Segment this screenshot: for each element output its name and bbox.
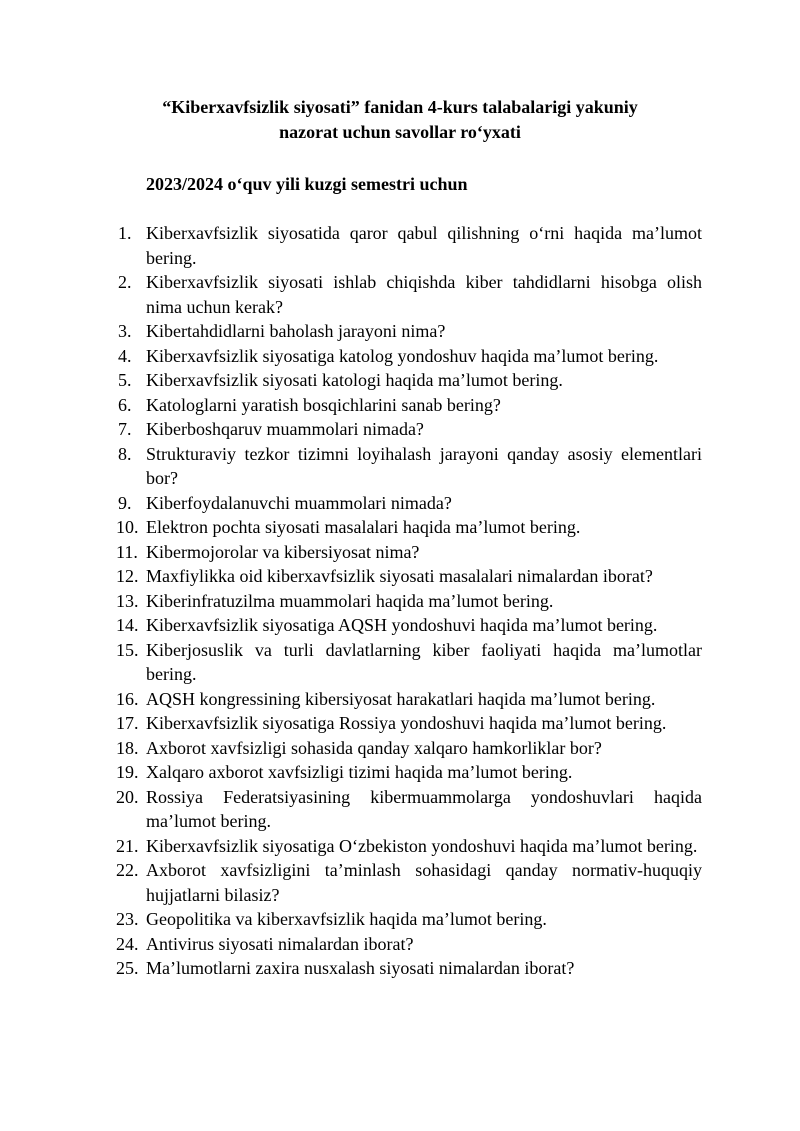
question-text: Kiberfoydalanuvchi muammolari nimada? bbox=[146, 492, 452, 513]
question-text: Strukturaviy tezkor tizimni loyihalash jarayoni qanday asosiy elementlari bor? bbox=[146, 443, 702, 488]
question-number: 14. bbox=[116, 615, 139, 635]
question-text: Katologlarni yaratish bosqichlarini sanab bering? bbox=[146, 394, 501, 415]
question-text: AQSH kongressining kibersiyosat harakatlari haqida ma’lumot bering. bbox=[146, 688, 656, 709]
question-text: Kiberxavfsizlik siyosatiga AQSH yondoshuvi haqida ma’lumot bering. bbox=[146, 615, 658, 635]
title-line-1: “Kiberxavfsizlik siyosati” fanidan 4-kurs talabalarigi yakuniy bbox=[162, 97, 638, 117]
question-text: Kiberjosuslik va turli davlatlarning kiber faoliyati haqida ma’lumotlar bering. bbox=[146, 639, 702, 684]
question-text: Kiberxavfsizlik siyosatiga katolog yondoshuv haqida ma’lumot bering. bbox=[146, 345, 659, 366]
question-item bbox=[0, 932, 702, 957]
question-number: 22. bbox=[116, 860, 139, 880]
question-number: 4. bbox=[118, 345, 132, 366]
question-number: 3. bbox=[118, 321, 132, 341]
question-item bbox=[0, 540, 702, 565]
question-text: Kiberxavfsizlik siyosatiga O‘zbekiston yondoshuvi haqida ma’lumot bering. bbox=[146, 835, 698, 856]
question-number: 17. bbox=[116, 713, 139, 733]
question-item bbox=[0, 907, 702, 932]
question-item bbox=[0, 736, 702, 761]
question-item bbox=[0, 858, 702, 907]
question-item bbox=[0, 711, 702, 736]
question-number: 2. bbox=[118, 272, 132, 292]
question-item bbox=[0, 270, 702, 319]
question-number: 15. bbox=[116, 639, 139, 660]
question-text: Maxfiylikka oid kiberxavfsizlik siyosati masalalari nimalardan iborat? bbox=[146, 566, 653, 586]
question-item bbox=[0, 491, 702, 516]
question-text: Kibertahdidlarni baholash jarayoni nima? bbox=[146, 321, 446, 341]
question-number: 13. bbox=[116, 590, 139, 611]
question-text: Axborot xavfsizligi sohasida qanday xalqaro hamkorliklar bor? bbox=[146, 737, 602, 758]
question-number: 11. bbox=[116, 541, 138, 562]
question-number: 25. bbox=[116, 958, 139, 978]
question-number: 10. bbox=[116, 517, 139, 537]
question-item bbox=[0, 760, 702, 785]
question-text: Kiberxavfsizlik siyosati katologi haqida ma’lumot bering. bbox=[146, 370, 563, 390]
question-item bbox=[0, 613, 702, 638]
question-item bbox=[0, 564, 702, 589]
question-number: 20. bbox=[116, 786, 139, 807]
question-item bbox=[0, 393, 702, 418]
question-item bbox=[0, 442, 702, 491]
question-text: Kiberxavfsizlik siyosatiga Rossiya yondoshuvi haqida ma’lumot bering. bbox=[146, 713, 667, 733]
question-item bbox=[0, 785, 702, 834]
question-number: 21. bbox=[116, 835, 139, 856]
question-text: Kiberinfratuzilma muammolari haqida ma’lumot bering. bbox=[146, 590, 554, 611]
question-number: 1. bbox=[118, 223, 132, 243]
question-text: Axborot xavfsizligini ta’minlash sohasidagi qanday normativ-huquqiy hujjatlarni bilasiz? bbox=[146, 860, 702, 905]
question-text: Kiberboshqaruv muammolari nimada? bbox=[146, 419, 424, 439]
question-number: 7. bbox=[118, 419, 132, 439]
question-text: Geopolitika va kiberxavfsizlik haqida ma’lumot bering. bbox=[146, 909, 547, 929]
question-text: Kibermojorolar va kibersiyosat nima? bbox=[146, 541, 420, 562]
question-item bbox=[0, 687, 702, 712]
question-item bbox=[0, 319, 702, 344]
semester-subtitle: 2023/2024 o‘quv yili kuzgi semestri uchun bbox=[146, 174, 468, 194]
question-list bbox=[0, 221, 800, 981]
question-number: 8. bbox=[118, 443, 132, 464]
question-text: Xalqaro axborot xavfsizligi tizimi haqida ma’lumot bering. bbox=[146, 762, 573, 782]
question-number: 23. bbox=[116, 909, 139, 929]
question-number: 9. bbox=[118, 492, 132, 513]
question-number: 19. bbox=[116, 762, 139, 782]
question-item bbox=[0, 638, 702, 687]
document-title bbox=[100, 95, 700, 145]
question-text: Rossiya Federatsiyasining kibermuammolarga yondoshuvlari haqida ma’lumot bering. bbox=[146, 786, 702, 831]
question-text: Ma’lumotlarni zaxira nusxalash siyosati nimalardan iborat? bbox=[146, 958, 575, 978]
question-text: Kiberxavfsizlik siyosati ishlab chiqishda kiber tahdidlarni hisobga olish nima uchun kerak? bbox=[146, 272, 702, 317]
question-text: Antivirus siyosati nimalardan iborat? bbox=[146, 933, 414, 954]
question-text: Elektron pochta siyosati masalalari haqida ma’lumot bering. bbox=[146, 517, 581, 537]
question-item bbox=[0, 956, 702, 981]
question-item bbox=[0, 515, 702, 540]
question-number: 12. bbox=[116, 566, 139, 586]
question-item bbox=[0, 368, 702, 393]
title-line-2: nazorat uchun savollar ro‘yxati bbox=[279, 122, 521, 142]
question-item bbox=[0, 344, 702, 369]
question-number: 6. bbox=[118, 394, 132, 415]
question-number: 24. bbox=[116, 933, 139, 954]
question-item bbox=[0, 417, 702, 442]
question-item bbox=[0, 834, 702, 859]
question-number: 18. bbox=[116, 737, 139, 758]
question-item bbox=[0, 221, 702, 270]
question-number: 5. bbox=[118, 370, 132, 390]
question-number: 16. bbox=[116, 688, 139, 709]
question-text: Kiberxavfsizlik siyosatida qaror qabul qilishning o‘rni haqida ma’lumot bering. bbox=[146, 223, 702, 268]
question-item bbox=[0, 589, 702, 614]
